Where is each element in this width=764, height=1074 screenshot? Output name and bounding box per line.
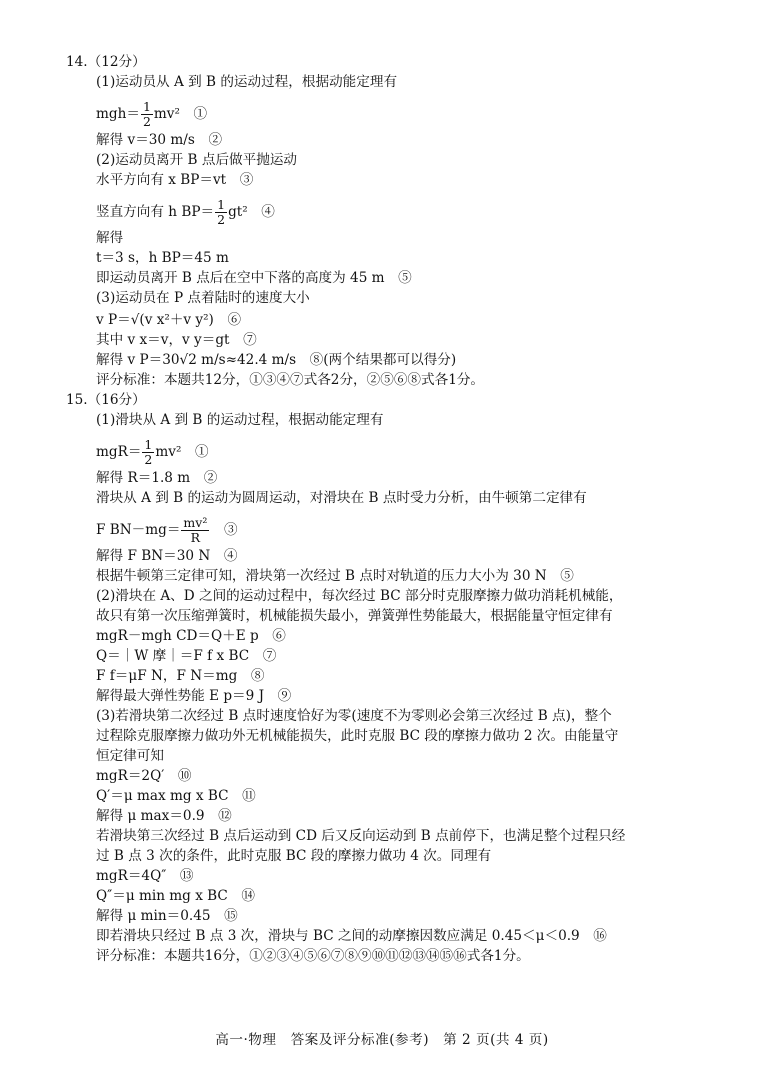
q15-equation-2 — [96, 516, 238, 545]
q15-eq2-fraction — [181, 516, 209, 545]
q15-eq1-den: 2 — [144, 452, 153, 467]
q15-eq2-num: mv² — [183, 515, 208, 530]
q15-eq1-fraction — [142, 438, 154, 467]
q14-eq2-lhs: 竖直方向有 h BP＝ — [96, 204, 215, 220]
q14-scoring: 评分标准：本题共12分，①③④⑦式各2分，②⑤⑥⑧式各1分。 — [96, 372, 485, 388]
q15-scoring: 评分标准：本题共16分，①②③④⑤⑥⑦⑧⑨⑩⑪⑫⑬⑭⑮⑯式各1分。 — [96, 948, 530, 964]
q15-line-18: Q′＝μ max mg x BC ⑪ — [96, 788, 256, 804]
q15-line-16: 恒定律可知 — [96, 748, 164, 764]
q14-line-4: (2)运动员离开 B 点后做平抛运动 — [96, 152, 298, 168]
q15-line-13: 解得最大弹性势能 E p＝9 J ⑨ — [96, 688, 292, 704]
q14-line-10: (3)运动员在 P 点着陆时的速度大小 — [96, 290, 310, 306]
q15-eq2-den: R — [190, 530, 201, 545]
q15-eq2-rhs: ③ — [210, 522, 238, 538]
q14-eq1-lhs: mgh＝ — [96, 106, 140, 122]
q15-equation-1 — [96, 438, 209, 467]
q15-line-23: Q″＝μ min mg x BC ⑭ — [96, 888, 256, 904]
q14-eq2-den: 2 — [217, 212, 226, 227]
q15-eq1-rhs: mv² ① — [155, 444, 209, 460]
q15-eq1-num: 1 — [144, 437, 153, 452]
q14-line-9: 即运动员离开 B 点后在空中下落的高度为 45 m ⑤ — [96, 270, 412, 286]
q14-eq1-den: 2 — [142, 114, 151, 129]
q14-equation-1 — [96, 100, 207, 129]
q14-line-12: 其中 v x＝v，v y＝gt ⑦ — [96, 332, 257, 348]
q15-line-15: 过程除克服摩擦力做功外无机械能损失，此时克服 BC 段的摩擦力做功 2 次。由能量守 — [96, 728, 619, 744]
q14-line-1: (1)运动员从 A 到 B 的运动过程，根据动能定理有 — [96, 74, 398, 90]
q15-eq1-lhs: mgR＝ — [96, 444, 142, 460]
q15-line-11: Q＝｜W 摩｜＝F f x BC ⑦ — [96, 648, 277, 664]
q14-eq1-fraction — [141, 100, 153, 129]
q15-line-19: 解得 μ max＝0.9 ⑫ — [96, 808, 232, 824]
q15-line-12: F f＝μF N，F N＝mg ⑧ — [96, 668, 265, 684]
q14-eq2-num: 1 — [217, 197, 226, 212]
q14-line-11: v P＝√(v x²＋v y²) ⑥ — [96, 312, 242, 328]
q14-eq1-num: 1 — [142, 99, 151, 114]
q14-equation-2 — [96, 198, 275, 227]
q15-line-14: (3)若滑块第二次经过 B 点时速度恰好为零(速度不为零则必会第三次经过 B 点)，整个 — [96, 708, 612, 724]
q15-line-22: mgR＝4Q″ ⑬ — [96, 868, 194, 884]
q15-line-8: (2)滑块在 A、D 之间的运动过程中，每次经过 BC 部分时克服摩擦力做功消耗机械能， — [96, 588, 623, 604]
q14-line-5: 水平方向有 x BP＝vt ③ — [96, 172, 254, 188]
q15-line-7: 根据牛顿第三定律可知，滑块第一次经过 B 点时对轨道的压力大小为 30 N ⑤ — [96, 568, 574, 584]
q15-line-3: 解得 R＝1.8 m ② — [96, 470, 218, 486]
q15-line-10: mgR－mgh CD＝Q＋E p ⑥ — [96, 628, 286, 644]
q14-line-13: 解得 v P＝30√2 m/s≈42.4 m/s ⑧(两个结果都可以得分) — [96, 352, 457, 368]
q14-line-3: 解得 v＝30 m/s ② — [96, 132, 223, 148]
q14-line-7: 解得 — [96, 230, 124, 246]
q15-line-24: 解得 μ min＝0.45 ⑮ — [96, 908, 238, 924]
q15-line-20: 若滑块第三次经过 B 点后运动到 CD 后又反向运动到 B 点前停下，也满足整个过程只经 — [96, 828, 626, 844]
q14-eq2-rhs: gt² ④ — [228, 204, 275, 220]
q15-line-17: mgR＝2Q′ ⑩ — [96, 768, 192, 784]
q14-eq2-fraction — [215, 198, 227, 227]
q15-line-25: 即若滑块只经过 B 点 3 次，滑块与 BC 之间的动摩擦因数应满足 0.45＜μ＜0.9 ⑯ — [96, 928, 607, 944]
q15-line-21: 过 B 点 3 次的条件，此时克服 BC 段的摩擦力做功 4 次。同理有 — [96, 848, 492, 864]
q14-line-8: t＝3 s，h BP＝45 m — [96, 250, 229, 266]
q15-line-9: 故只有第一次压缩弹簧时，机械能损失最小，弹簧弹性势能最大，根据能量守恒定律有 — [96, 608, 613, 624]
q15-line-1: (1)滑块从 A 到 B 的运动过程，根据动能定理有 — [96, 412, 384, 428]
page-footer: 高一·物理 答案及评分标准(参考) 第 2 页(共 4 页) — [215, 1032, 549, 1048]
q14-header: 14.（12分） — [66, 54, 146, 70]
q15-line-6: 解得 F BN＝30 N ④ — [96, 548, 238, 564]
q14-eq1-rhs: mv² ① — [153, 106, 208, 122]
q15-eq2-lhs: F BN－mg＝ — [96, 522, 181, 538]
q15-header: 15.（16分） — [66, 392, 146, 408]
q15-line-4: 滑块从 A 到 B 的运动为圆周运动，对滑块在 B 点时受力分析，由牛顿第二定律有 — [96, 490, 587, 506]
